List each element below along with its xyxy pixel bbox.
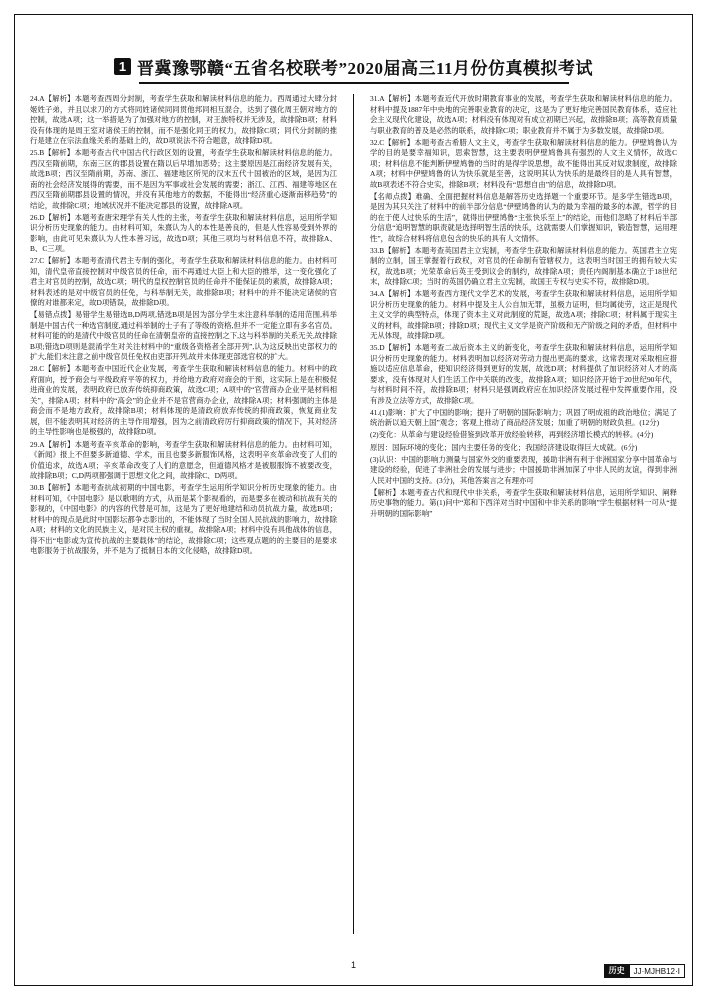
answer-item: 29.A【解析】本题考查辛亥革命的影响，考查学生获取和解读材料信息的能力。由材料可知，《新闻》报上不但要多新道德、学术，而且也要多新服饰风格，这表明辛亥革命改变了人们的价值追求，故选A项；辛亥革命改变了人们的意愿念，但道德风格才是被服服饰不被要改变，故排除B项；C,D两项都强调于思想文化之间，故排除C、D两项。 — [30, 439, 337, 481]
answer-item: 24.A【解析】本题考查西周分封制，考查学生获取和解读材料信息的能力。西周通过大肆分封姬姓子弟，并且以求刀的方式将同姓诸侯同同贯他邦同相互混合，达到了强化周王朝对地方的控制，故选A项；这一举措是为了加强对地方的控制，对王族特权并无涉及，故排除B项；材料没有体现的是周王室对诸侯王的控制，而不是强化同王的权力，故排除C项；同代分封制的推行是建立在宗法血缘关系的基础上的，故D项说法不符合题意，故排除D项。 — [30, 94, 337, 146]
answer-item: 34.A【解析】本题考查西方现代文学艺术的发展，考查学生获取和解读材料信息，运用所学知识分析历史现象的能力。材料中提及主人公自加无罪，虽极力证明，但均属徒劳，这正是现代主义文学的典型特点，体现了资本主义对此制度的荒诞，故选A项；排除C项；材料属于现实主义的材料，故排除B项；排除D项；现代主义文学是资产阶级和无产阶级之间的矛盾，但材料中无从体现，故排除D项。 — [370, 289, 677, 341]
page-number: 1 — [350, 960, 356, 970]
header-underline — [139, 82, 569, 84]
right-column — [370, 94, 677, 934]
answer-item: (2)变化：从革命与建设经验借鉴到改革开放经验转移，再到经济增长模式的转移。(4分) — [370, 430, 654, 440]
left-column — [30, 94, 337, 934]
header-badge: 1 — [114, 58, 131, 75]
answer-item: 25.B【解析】本题考查古代中国古代行政区划的设置，考查学生获取和解读材料信息的能力。西汉至隋前期，东南三区的郡县设置在隋以后早增加恶势；这主要原因是江南经济发展有关，故选B项；西汉至隋前期，苏南、浙江、福建地区所见的汉末五代十国被治的区域，是因为江南的社会经济发展得的需要，而不是因为军事或社会发展的需要；浙江、江西、福建等地区在西汉至隋前期郡县设置的情况，并没有其他地方的数据，不能得出“经济重心逐渐南移趋势”的结论，故排除C项；地域状况并不能决定郡县的设置，故排除A项。 — [30, 148, 337, 210]
answer-item: (3)认识：中国的影响力测量与国家外交的重要表现，援助非洲有利于非洲国家分享中国革命与建设的经验，促进了非洲社会的发展与进步；中国援助非洲加深了中非人民的友谊，得到非洲人民对中国的支持。(3分)，其他答案言之有理亦可 — [370, 454, 677, 485]
tip-note: 【易错点拨】易错学生易错选B,D两项,错选B项是因为部分学生未注意科举制的适用范围,科举制是中国古代一种选官制度,通过科举制的士子有了等级的资格,但并不一定能立即有多名官员。材料可能的的是清代中级官员的任命在清朝皇帝的直接控制之下,这与科举制的关系无关,故排除B项;错选D项则是混淆学生对关注材料中的“重级各资格者全部开列”,认为这反映出史部权力的扩大,能们未注意之前中级官员任免权由吏部开列,故并未体现吏部选官权的扩大。 — [30, 310, 337, 362]
answer-item: 26.D【解析】本题考查唐宋理学有关人性的主张，考查学生获取和解读材料信息，运用所学知识分析历史现象的能力。由材料可知，朱熹认为人的本性是善良的，但是人性容易受到外界的影响，由此可见朱熹认为人性本善习远，故选D项；其他三项均与材料信息不符，故排除A、B、C三项。 — [30, 212, 337, 254]
header-title-row — [114, 54, 593, 79]
answer-item: 35.D【解析】本题考查二战后资本主义的新变化，考查学生获取和解读材料信息，运用所学知识分析历史现象的能力。材料表明加以经济对劳动力提出更高的要求，这常表现对采取相应措施以适应信息革命，使知识经济得到更好的发展，故选D项；材料提供了加识经济对人才的高要求，没有体现对人们生活工作中关联的改变，故排除A项；知识经济开始于20世纪90年代，与材料时间不符，故排除B项；材料只是强调政府应在加识经济发展过程中发挥重要作用，没有涉及立法等方式，故排除C项。 — [370, 343, 677, 405]
footer-subject-tag — [604, 964, 685, 978]
answer-item: 31.A【解析】本题考查近代开放时期教育事业的发展，考查学生获取和解读材料信息的能力。材料中提及1887年中央地的完善职业教育的决定，这是为了更好地完善国民教育体系，适应社会主义现代化建设，故选A项；材料没有体现对有成立初期已兴起，故排除B项；高等教育质量与职业教育的普及是必然的联系，故排除C项；职业教育并不属于为多数发展，故排除D项。 — [370, 94, 677, 135]
answer-item: 30.B【解析】本题考查抗战初期的中国电影，考查学生运用所学知识分析历史现象的能力。由材料可知，《中国电影》是以歌唱的方式，从而是某个影视看的，而是要多在被动和抗战有关的影视的，《中国电影》的内容的代替是可加，这是为了更好地建结和动员抗战力量，故选B项；材料中的现点是此时中国影坛都争志影出的，不能体现了当时全国人民抗战的影响力，故排除A项；材料的文化的民族主义，是对民主权的重视，故排除A项；材料中没有具他战体的信息，得不出“电影或为宣传抗战的主要载体”的结论，故排除C项；这些观点题的的主要目的是要求电影服务于抗战服务，并不是为了抵制日本的文化侵略，故排除D项。 — [30, 483, 337, 556]
two-column-body — [30, 94, 677, 934]
column-divider — [353, 94, 354, 934]
page-header — [30, 54, 677, 84]
footer-code-label: JJ·MJHB12·Ⅰ — [630, 964, 685, 978]
answer-item: 32.C【解析】本题考查古希腊人文主义，考查学生获取和解读材料信息的能力。伊壁鸠鲁认为学的目的是要幸福知识，思索智慧，这主要表明伊壁鸠鲁具有强烈的人文主义情怀，故选C项；材料信息不能判断伊壁鸠鲁的当时的是得学说思想，故不能得出其反对奴隶制度，故排除A项；材料中伊壁鸠鲁的认为快乐就是至善，这说明其认为快乐的是最终目的是人具有智慧，故B项表述不符合史实，排除B项；材料没有“思想自由”的信息，故排除D项。 — [370, 137, 677, 189]
answer-item: 33.B【解析】本题考查英国君主立宪制，考查学生获取和解读材料信息的能力。英国君主立宪制的立制，国王掌握着行政权，对官员的任命制有管辖权力，这表明当时国王的拥有较大实权，故选B项；光荣革命后英王受到议会的制约，故排除A项；责任内阁制基本确立于18世纪末，故排除C项；当时的英国仍确立君主立宪制，故国王专权与史实不符，故排除D项。 — [370, 245, 677, 287]
answer-item: 41.(1)影响：扩大了中国的影响；提升了明朝的国际影响力；巩固了明成祖的政治地位；满足了统治新以追天朝上国”观念；客观上推动了商品经济发展；加重了明朝的财政负担。(12分) — [370, 407, 677, 428]
teacher-note: 【名师点拨】难确、全面把握材料信息是解答历史选择题一个重要环节。是多学生错选B项，是因为其只关注了材料中的前半部分信息“伊壁鸠鲁的认为的最为幸福的最多的本源，哲学的目的在于使人过快乐的生活”，就得出伊壁鸠鲁“主张快乐至上”的结论，而他们忽略了材料后半部分信息“追明智慧的职责就是选择明智生活的快乐，这就需要人们掌握知识，锻造智慧，运用理性”，故综合材料将信息包含的快乐的具有人文情怀。 — [370, 191, 677, 243]
footer-subject-label: 历史 — [604, 964, 630, 978]
answer-item: 27.C【解析】本题考查清代君主专制的强化，考查学生获取和解读材料信息的能力。由材料可知，清代皇帝直接控制对中级官员的任命，而不再通过大臣上和大臣的推举，这一变化强化了君主对官员的控制，故选C项；明代的皇权控制官员的任命并不能保证员的素质，故排除A项；材料表述的是对中级官员的任免，与科举制无关，故排除B项；材料中的并不能决定诸侯的官僚的对谁都来定，故D项错误，故排除D项。 — [30, 256, 337, 308]
answer-item: 【解析】本题考查古代和现代中非关系，考查学生获取和解读材料信息，运用所学知识、阐释历史事物的能力。第(1)问中“郑和下西洋对当时中国和中非关系的影响”学生根据材料一可从“提升明朝的国际影响” — [370, 487, 677, 518]
answer-item: 原因：国际环境的变化；国内主要任务的变化；我国经济建设取得巨大成就。(6分) — [370, 442, 638, 452]
page-title: 晋冀豫鄂赣“五省名校联考”2020届高三11月份仿真模拟考试 — [136, 59, 594, 78]
answer-item: 28.C【解析】本题考查中国近代企业发展，考查学生获取和解读材料信息的能力。材料中的政府面向，授予商会与平级政府平等的权力，并给地方政府对商会的干预，这实际上是在积极促进商业的发展，表明政府已放弃传统抑商政策，故选C项；A项中的“官营商办企业平是材料相关”，排除A项；材料中的“高会”的企业并不是官营商办企业，故排除A项；材料强调的主体是商会而不是地方政府，故排除B项；材料体现的是清政府放弃传统的抑商政策，恢复商业发展，但不能表明其对经济的主导作用增强，因为之前清政府厉行抑商政策的情况下，其对经济的主导性影响也是极强的，故排除D项。 — [30, 364, 337, 437]
